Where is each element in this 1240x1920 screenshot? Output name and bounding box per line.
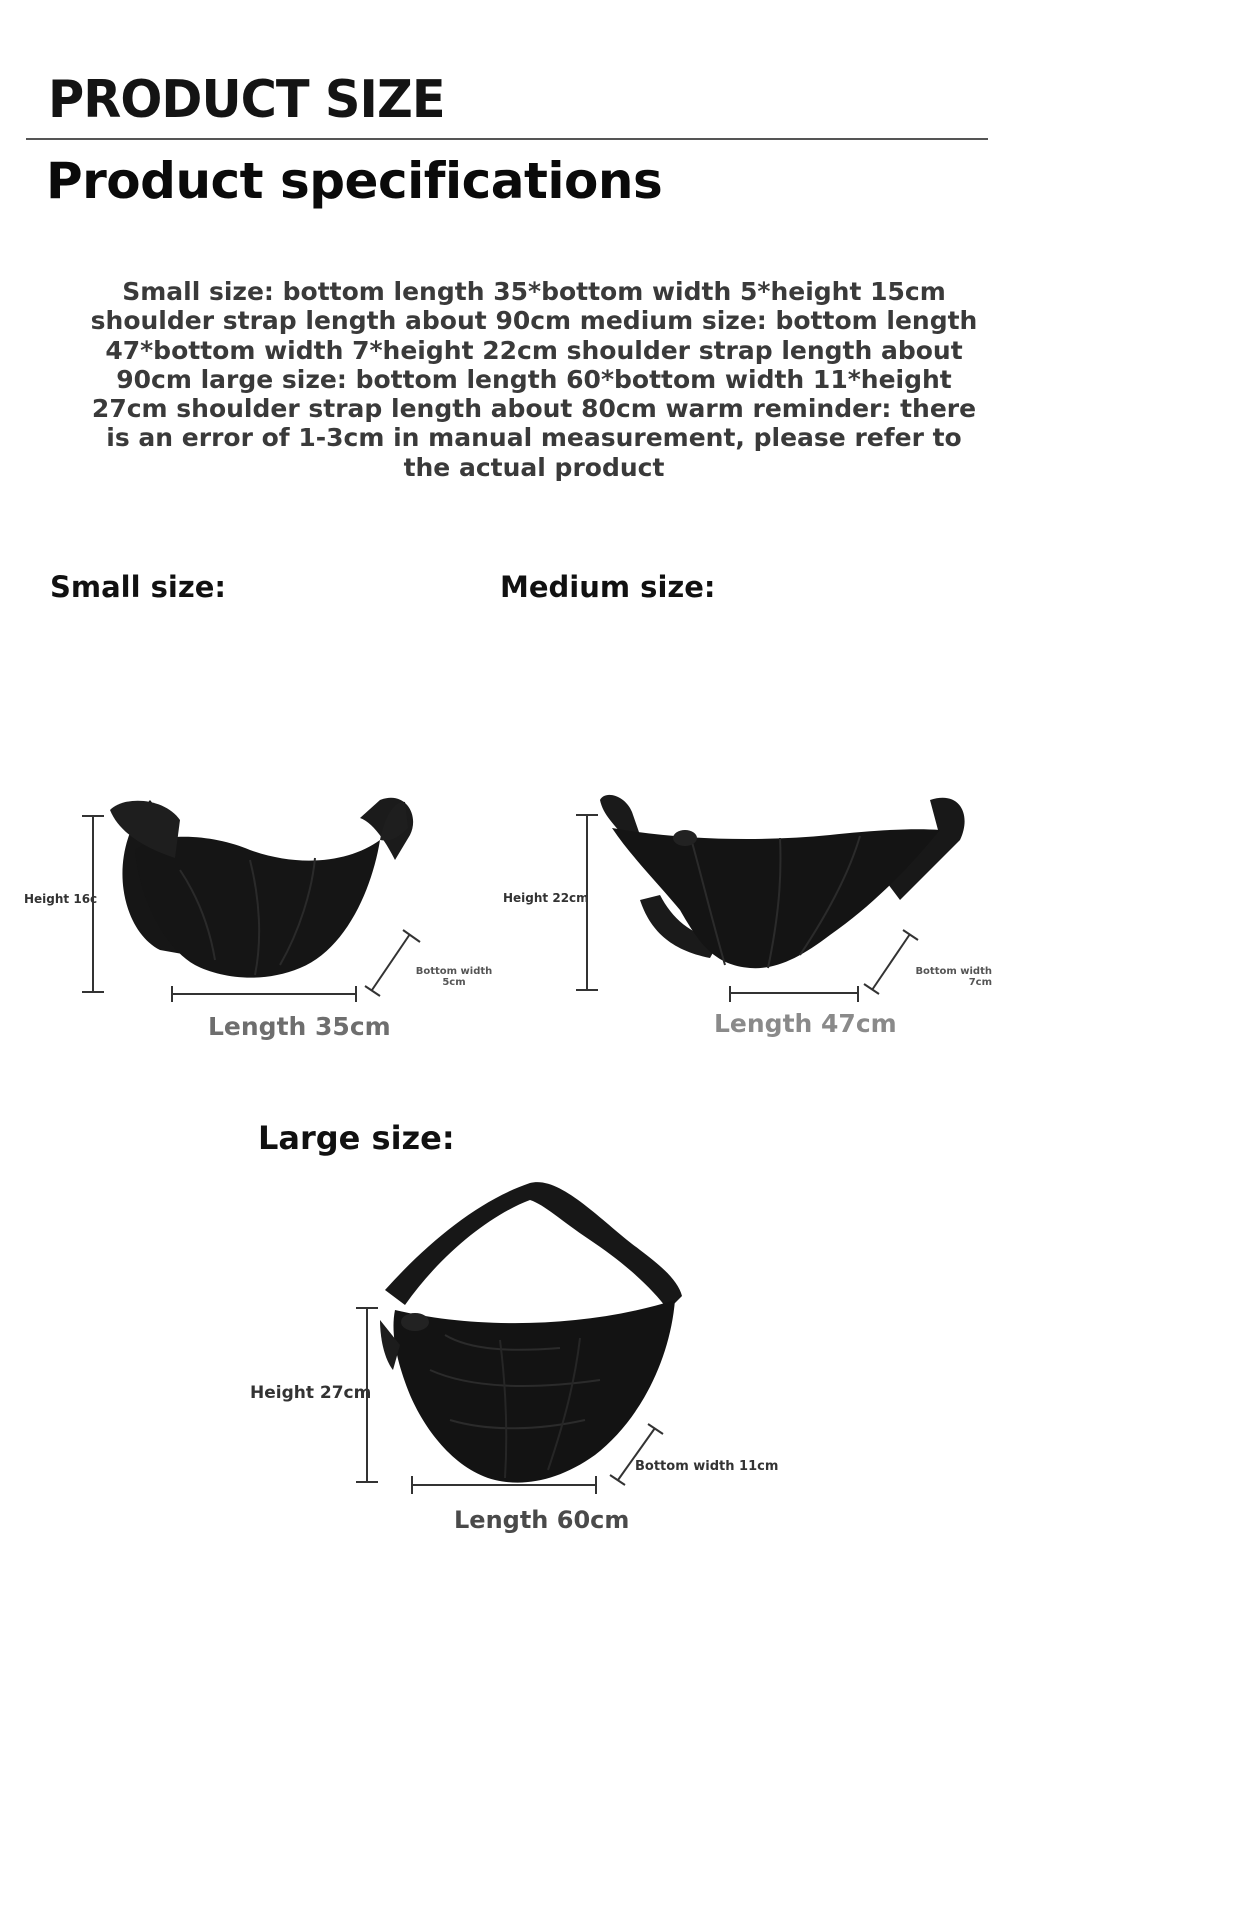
medium-bottom-width-value: 7cm [968,977,992,988]
large-length-label: Length 60cm [454,1506,630,1534]
large-size-label: Large size: [258,1119,455,1157]
specification-description: Small size: bottom length 35*bottom width 5*height 15cm shoulder strap length about 90cm medium size: bottom length 47*bottom width 7*height 22cm shoulder strap length about 90cm large size: bottom length 60*bottom width 11*height 27cm shoulder strap length about 80cm warm reminder: there is an error of 1-3cm in manual measurement, please refer to the actual product [90,277,978,482]
small-size-label: Small size: [50,570,226,604]
medium-height-label: Height 22cm [503,891,589,905]
large-bottom-width-label: Bottom width 11cm [635,1459,779,1474]
small-height-label: Height 16c [24,892,98,906]
page-title: PRODUCT SIZE [48,70,445,130]
medium-size-label: Medium size: [500,570,716,604]
small-bottom-width-value: 5cm [442,977,466,988]
large-height-label: Height 27cm [250,1383,372,1403]
small-bottom-width-text: Bottom width [415,966,493,977]
medium-bottom-width-text: Bottom width [915,966,992,977]
medium-length-label: Length 47cm [714,1009,897,1038]
small-length-label: Length 35cm [208,1012,391,1041]
section-title: Product specifications [46,152,663,210]
